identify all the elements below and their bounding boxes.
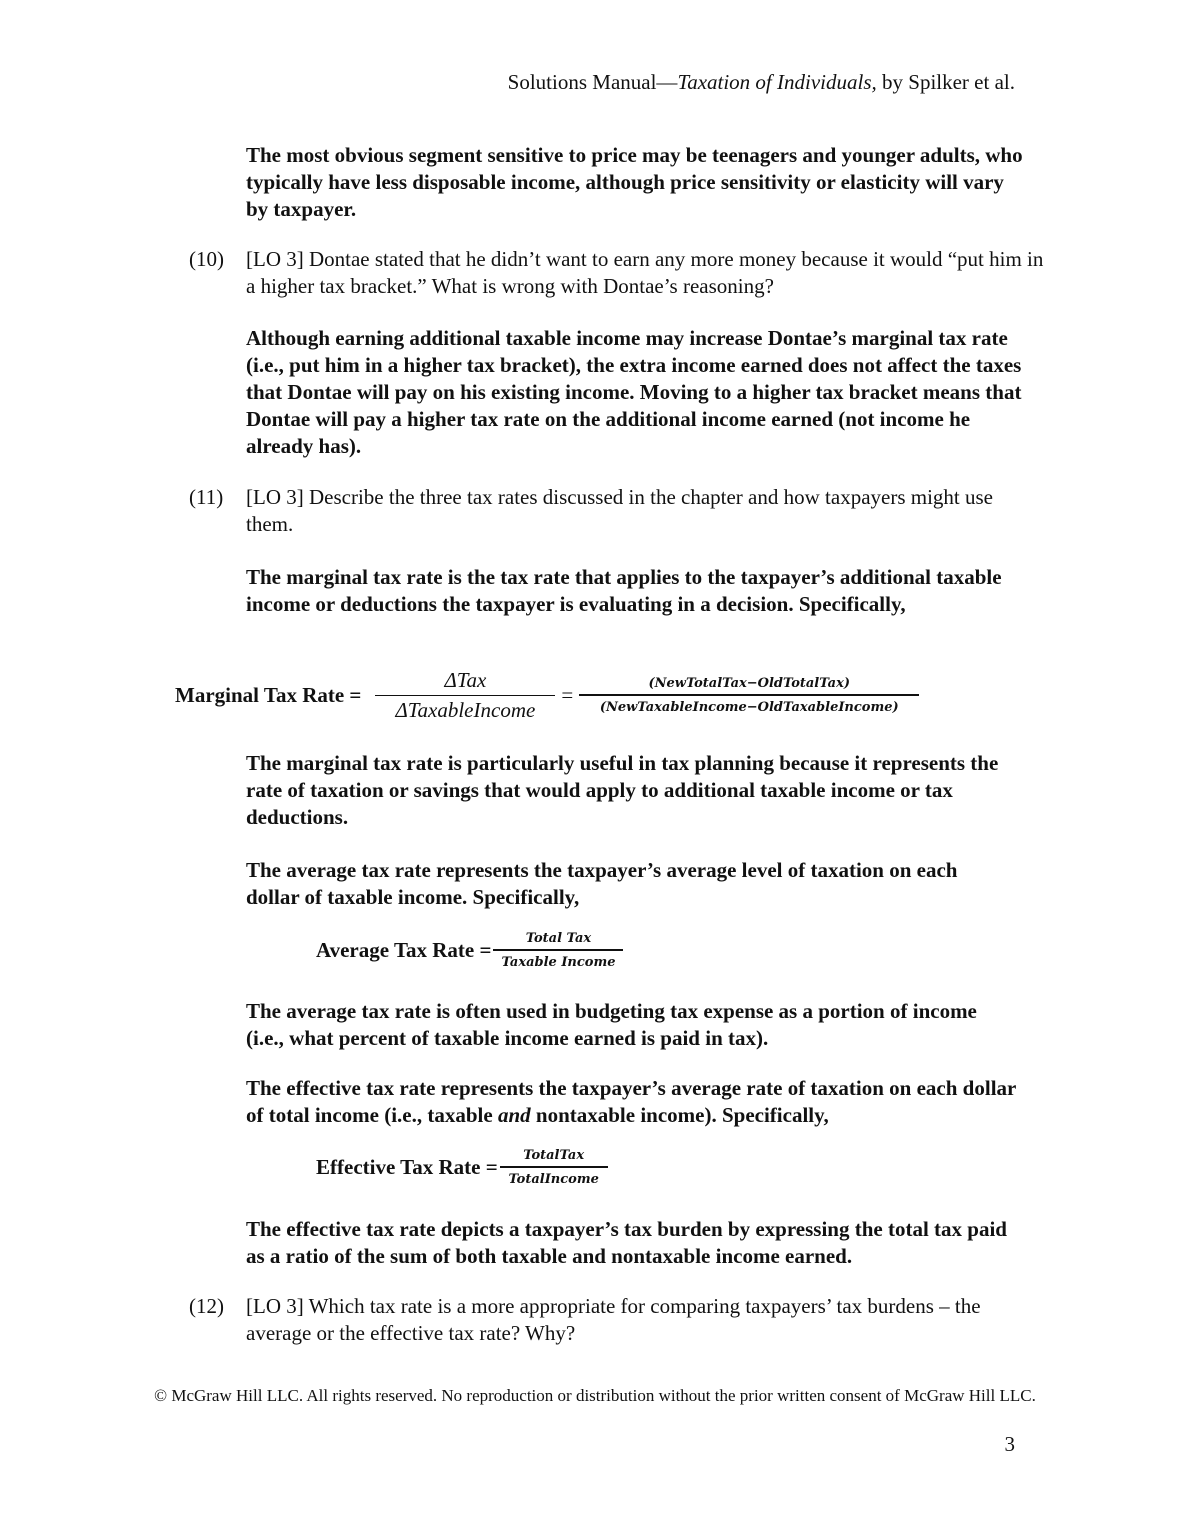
- effective-rate-intro: [246, 1075, 1036, 1129]
- effective-intro-part-a: The effective tax rate represents the taxpayer’s average rate of taxation on each dollar of total income (i.e., taxable: [246, 1076, 1016, 1127]
- marginal-fraction-totals: [579, 676, 919, 715]
- question-11-number: (11): [189, 485, 224, 509]
- header-suffix: by Spilker et al.: [876, 70, 1015, 94]
- average-formula-label: Average Tax Rate =: [316, 938, 492, 962]
- average-rate-use: The average tax rate is often used in budgeting tax expense as a portion of income (i.e., what percent of taxable income earned is paid in tax).: [246, 999, 977, 1050]
- question-10-number: (10): [189, 247, 224, 271]
- marginal-fraction-delta: [375, 668, 555, 723]
- new-minus-old-total-tax-numerator: (NewTotalTax−OldTotalTax): [579, 676, 919, 696]
- delta-tax-numerator: ΔTax: [375, 668, 555, 696]
- question-12-number: (12): [189, 1294, 224, 1318]
- taxable-income-denominator: Taxable Income: [501, 955, 616, 970]
- new-minus-old-taxable-income-denominator: (NewTaxableIncome−OldTaxableIncome): [599, 700, 899, 715]
- marginal-formula-label: Marginal Tax Rate =: [175, 683, 362, 707]
- effective-intro-part-b: nontaxable income). Specifically,: [530, 1103, 829, 1127]
- effective-tax-rate-formula: [316, 1148, 608, 1187]
- effective-intro-emphasis: and: [497, 1103, 531, 1127]
- answer-9-tail: The most obvious segment sensitive to price may be teenagers and younger adults, who typically have less disposable income, although price sensitivity or elasticity will vary by taxpayer.: [246, 143, 1023, 221]
- question-10-text: [LO 3] Dontae stated that he didn’t want to earn any more money because it would “put him in a higher tax bracket.” What is wrong with Dontae’s reasoning?: [246, 247, 1044, 298]
- answer-10: Although earning additional taxable income may increase Dontae’s marginal tax rate (i.e., put him in a higher tax bracket), the extra income earned does not affect the taxes that Dontae will pay on his existing income. Moving to a higher tax bracket means that Dontae will pay a higher tax rate on the additional income earned (not income he already has).: [246, 326, 1022, 458]
- total-tax-effective-numerator: TotalTax: [500, 1148, 608, 1168]
- marginal-rate-use: The marginal tax rate is particularly useful in tax planning because it represents the rate of taxation or savings that would apply to additional taxable income or tax deductions.: [246, 751, 999, 829]
- page-number: 3: [1004, 1432, 1015, 1456]
- marginal-tax-rate-formula: [175, 668, 919, 723]
- running-header: [508, 70, 1015, 95]
- header-book-title: Taxation of Individuals,: [677, 70, 877, 94]
- average-fraction: [493, 931, 623, 970]
- marginal-rate-intro: The marginal tax rate is the tax rate that applies to the taxpayer’s additional taxable income or deductions the taxpayer is evaluating in a decision. Specifically,: [246, 565, 1002, 616]
- effective-formula-label: Effective Tax Rate =: [316, 1155, 498, 1179]
- copyright-footer: © McGraw Hill LLC. All rights reserved. No reproduction or distribution without the prior written consent of McGraw Hill LLC.: [154, 1386, 1036, 1405]
- question-11-text: [LO 3] Describe the three tax rates discussed in the chapter and how taxpayers might use them.: [246, 485, 993, 536]
- average-tax-rate-formula: [316, 931, 623, 970]
- effective-rate-use: The effective tax rate depicts a taxpayer’s tax burden by expressing the total tax paid as a ratio of the sum of both taxable and nontaxable income earned.: [246, 1217, 1007, 1268]
- question-12-text: [LO 3] Which tax rate is a more appropriate for comparing taxpayers’ tax burdens – the average or the effective tax rate? Why?: [246, 1294, 981, 1345]
- effective-fraction: [500, 1148, 608, 1187]
- total-tax-numerator: Total Tax: [493, 931, 623, 951]
- average-rate-intro: The average tax rate represents the taxpayer’s average level of taxation on each dollar of taxable income. Specifically,: [246, 858, 958, 909]
- total-income-denominator: TotalIncome: [508, 1172, 599, 1187]
- delta-taxable-income-denominator: ΔTaxableIncome: [395, 698, 536, 722]
- marginal-formula-equals: =: [561, 683, 574, 707]
- header-prefix: Solutions Manual—: [507, 70, 678, 94]
